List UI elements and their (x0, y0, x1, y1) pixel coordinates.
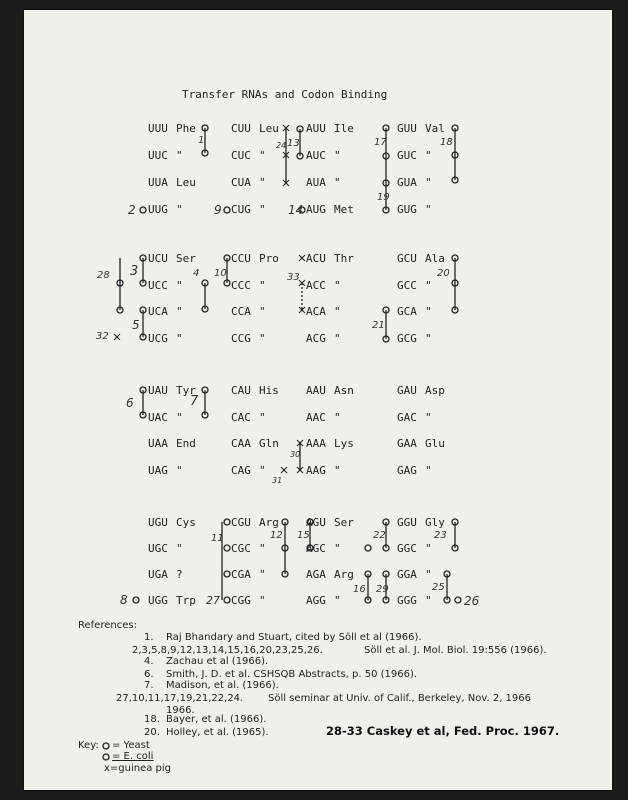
amino-acid-cell: " (259, 464, 266, 477)
codon-cell: GUU (397, 122, 417, 135)
codon-cell: GAG (397, 464, 417, 477)
codon-cell: GGC (397, 542, 417, 555)
hw-number: 21 (372, 320, 385, 331)
codon-cell: CGU (231, 516, 251, 529)
amino-acid-cell: " (176, 203, 183, 216)
amino-acid-cell: " (176, 305, 183, 318)
hw-number: 24 (276, 141, 287, 150)
amino-acid-cell: " (425, 332, 432, 345)
hw-number: 26 (464, 594, 480, 608)
codon-cell: CGG (231, 594, 251, 607)
amino-acid-cell: ? (176, 568, 183, 581)
amino-acid-cell: " (259, 568, 266, 581)
hw-number: 3 (130, 264, 139, 279)
codon-cell: GUA (397, 176, 417, 189)
amino-acid-cell: Arg (334, 568, 354, 581)
hw-number: 27 (206, 594, 220, 607)
amino-acid-cell: " (425, 305, 432, 318)
amino-acid-cell: " (176, 411, 183, 424)
hw-number: 6 (126, 396, 134, 410)
amino-acid-cell: Trp (176, 594, 196, 607)
amino-acid-cell: His (259, 384, 279, 397)
codon-cell: CUU (231, 122, 251, 135)
amino-acid-cell: " (176, 279, 183, 292)
hw-number: 5 (132, 318, 140, 332)
codon-cell: GUC (397, 149, 417, 162)
amino-acid-cell: " (334, 176, 341, 189)
codon-cell: AAA (306, 437, 326, 450)
hw-number: 20 (437, 268, 450, 279)
codon-cell: UAG (148, 464, 168, 477)
amino-acid-cell: " (425, 279, 432, 292)
codon-cell: AGG (306, 594, 326, 607)
hw-number: 17 (374, 137, 387, 148)
codon-cell: ACC (306, 279, 326, 292)
amino-acid-cell: " (334, 411, 341, 424)
reference-text: Bayer, et al. (1966). (166, 714, 267, 725)
amino-acid-cell: " (176, 464, 183, 477)
reference-number: 7. (144, 680, 154, 691)
hw-number: 25 (432, 582, 445, 593)
amino-acid-cell: " (334, 464, 341, 477)
codon-cell: GCA (397, 305, 417, 318)
hw-number: 19 (377, 192, 390, 203)
amino-acid-cell: Thr (334, 252, 354, 265)
amino-acid-cell: Ala (425, 252, 445, 265)
amino-acid-cell: " (259, 149, 266, 162)
hw-number: 16 (353, 584, 366, 595)
amino-acid-cell: " (334, 542, 341, 555)
amino-acid-cell: " (259, 411, 266, 424)
amino-acid-cell: " (176, 332, 183, 345)
key-label: Key: (78, 740, 99, 751)
hw-number: 28 (97, 270, 110, 281)
codon-cell: AUC (306, 149, 326, 162)
codon-cell: GGA (397, 568, 417, 581)
hw-number: 32 (96, 331, 109, 342)
reference-number: 1. (144, 632, 154, 643)
codon-cell: GGG (397, 594, 417, 607)
amino-acid-cell: " (259, 203, 266, 216)
caskey-note: 28-33 Caskey et al, Fed. Proc. 1967. (326, 724, 560, 738)
codon-cell: CCC (231, 279, 251, 292)
amino-acid-cell: " (259, 305, 266, 318)
amino-acid-cell: " (334, 332, 341, 345)
hw-number: 11 (211, 533, 224, 544)
codon-cell: UAC (148, 411, 168, 424)
amino-acid-cell: Asn (334, 384, 354, 397)
hw-number: 7 (190, 394, 199, 409)
hw-number: 12 (270, 530, 283, 541)
codon-cell: UGC (148, 542, 168, 555)
amino-acid-cell: " (176, 149, 183, 162)
codon-cell: GCC (397, 279, 417, 292)
reference-text: Zachau et al (1966). (166, 656, 269, 667)
amino-acid-cell: Ser (334, 516, 354, 529)
amino-acid-cell: " (259, 176, 266, 189)
codon-cell: CUA (231, 176, 251, 189)
codon-cell: GCU (397, 252, 417, 265)
amino-acid-cell: " (259, 279, 266, 292)
codon-cell: AAC (306, 411, 326, 424)
amino-acid-cell: Ile (334, 122, 354, 135)
codon-cell: CCG (231, 332, 251, 345)
hw-number: 10 (214, 268, 227, 279)
amino-acid-cell: " (425, 542, 432, 555)
hw-number: 23 (434, 530, 447, 541)
hw-number: 13 (287, 138, 300, 149)
reference-text: 1966. (166, 705, 195, 716)
page-title: Transfer RNAs and Codon Binding (182, 88, 388, 101)
codon-cell: GAA (397, 437, 417, 450)
codon-cell: AUU (306, 122, 326, 135)
amino-acid-cell: Pro (259, 252, 279, 265)
codon-cell: CAA (231, 437, 251, 450)
codon-cell: UUU (148, 122, 168, 135)
amino-acid-cell: Leu (176, 176, 196, 189)
codon-cell: AGA (306, 568, 326, 581)
amino-acid-cell: " (425, 411, 432, 424)
codon-cell: UUG (148, 203, 168, 216)
codon-cell: UGA (148, 568, 168, 581)
codon-cell: UGU (148, 516, 168, 529)
amino-acid-cell: Tyr (176, 384, 196, 397)
codon-cell: AGU (306, 516, 326, 529)
codon-cell: CAU (231, 384, 251, 397)
codon-cell: GGU (397, 516, 417, 529)
codon-cell: UUA (148, 176, 168, 189)
codon-cell: UAU (148, 384, 168, 397)
codon-cell: CCA (231, 305, 251, 318)
codon-cell: CCU (231, 252, 251, 265)
codon-cell: AUG (306, 203, 326, 216)
amino-acid-cell: Cys (176, 516, 196, 529)
hw-number: 4 (193, 268, 200, 279)
hw-number: 14 (288, 203, 304, 217)
reference-text: Smith, J. D. et al. CSHSQB Abstracts, p. 50 (1966). (166, 669, 418, 680)
codon-cell: AAU (306, 384, 326, 397)
amino-acid-cell: " (259, 542, 266, 555)
codon-cell: CAC (231, 411, 251, 424)
hw-number: 15 (297, 530, 310, 541)
amino-acid-cell: " (425, 594, 432, 607)
amino-acid-cell: Leu (259, 122, 279, 135)
amino-acid-cell: " (334, 279, 341, 292)
codon-cell: ACU (306, 252, 326, 265)
amino-acid-cell: Ser (176, 252, 196, 265)
codon-cell: UCA (148, 305, 168, 318)
reference-text: Holley, et al. (1965). (166, 727, 269, 738)
codon-cell: CUG (231, 203, 251, 216)
amino-acid-cell: End (176, 437, 196, 450)
codon-cell: UGG (148, 594, 168, 607)
codon-cell: CGA (231, 568, 251, 581)
codon-cell: CGC (231, 542, 251, 555)
hw-number: 9 (214, 203, 222, 217)
amino-acid-cell: " (334, 594, 341, 607)
codon-cell: UUC (148, 149, 168, 162)
reference-number: 4. (144, 656, 154, 667)
codon-cell: ACG (306, 332, 326, 345)
reference-text: Söll seminar at Univ. of Calif., Berkeley, Nov. 2, 1966 (268, 693, 531, 704)
codon-cell: GUG (397, 203, 417, 216)
codon-cell: CAG (231, 464, 251, 477)
codon-cell: AAG (306, 464, 326, 477)
codon-cell: CUC (231, 149, 251, 162)
codon-cell: UCU (148, 252, 168, 265)
reference-text: Raj Bhandary and Stuart, cited by Söll et al (1966). (166, 632, 422, 643)
amino-acid-cell: Lys (334, 437, 354, 450)
amino-acid-cell: " (425, 568, 432, 581)
key-ecoli: = E. coli (112, 751, 154, 762)
codon-cell: GCG (397, 332, 417, 345)
amino-acid-cell: " (259, 594, 266, 607)
amino-acid-cell: " (425, 176, 432, 189)
key-yeast: = Yeast (112, 740, 150, 751)
codon-cell: UCC (148, 279, 168, 292)
reference-number: 18. (144, 714, 160, 725)
amino-acid-cell: " (334, 149, 341, 162)
reference-number: 27,10,11,17,19,21,22,24. (116, 693, 244, 704)
codon-cell: GAU (397, 384, 417, 397)
hw-number: 1 (198, 135, 205, 146)
codon-cell: UAA (148, 437, 168, 450)
amino-acid-cell: " (425, 203, 432, 216)
hw-number: 2 (128, 203, 136, 217)
reference-number: 6. (144, 669, 154, 680)
hw-number: 33 (287, 272, 300, 283)
amino-acid-cell: Asp (425, 384, 445, 397)
hw-number: 31 (272, 476, 283, 485)
references-label: References: (78, 620, 137, 631)
reference-number: 2,3,5,8,9,12,13,14,15,16,20,23,25,26. (132, 645, 323, 656)
amino-acid-cell: Arg (259, 516, 279, 529)
hw-number: 8 (120, 593, 128, 607)
codon-cell: ACA (306, 305, 326, 318)
reference-number: 20. (144, 727, 160, 738)
amino-acid-cell: Gly (425, 516, 445, 529)
amino-acid-cell: " (259, 332, 266, 345)
amino-acid-cell: Val (425, 122, 445, 135)
amino-acid-cell: Glu (425, 437, 445, 450)
amino-acid-cell: " (425, 149, 432, 162)
reference-text: Söll et al. J. Mol. Biol. 19:556 (1966). (364, 645, 547, 656)
hw-number: 30 (290, 450, 301, 459)
amino-acid-cell: Gln (259, 437, 279, 450)
key-guinea: x=guinea pig (104, 763, 172, 774)
hw-number: 29 (376, 584, 389, 595)
amino-acid-cell: " (425, 464, 432, 477)
amino-acid-cell: Met (334, 203, 354, 216)
codon-cell: AGC (306, 542, 326, 555)
codon-cell: UCG (148, 332, 168, 345)
hw-number: 18 (440, 137, 453, 148)
amino-acid-cell: Phe (176, 122, 196, 135)
amino-acid-cell: " (334, 305, 341, 318)
codon-cell: GAC (397, 411, 417, 424)
amino-acid-cell: " (176, 542, 183, 555)
hw-number: 22 (373, 530, 386, 541)
reference-text: Madison, et al. (1966). (166, 680, 279, 691)
codon-cell: AUA (306, 176, 326, 189)
